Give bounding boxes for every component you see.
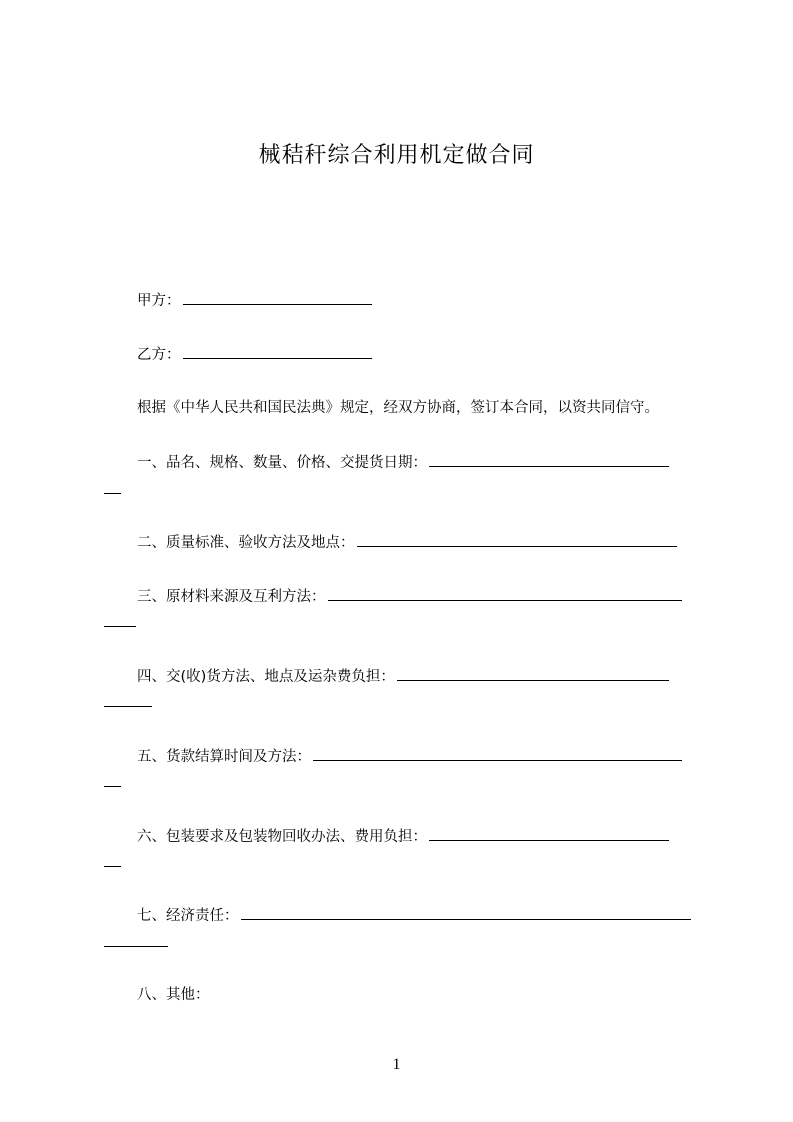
clause-3 — [137, 586, 682, 607]
clause-4-blank-continued[interactable] — [104, 706, 152, 707]
clause-4-label: 四、交(收)货方法、地点及运杂费负担： — [137, 669, 395, 685]
page-number: 1 — [392, 1056, 401, 1073]
clause-1-label: 一、品名、规格、数量、价格、交提货日期： — [137, 455, 427, 471]
clause-4 — [137, 666, 669, 687]
party-a-line — [137, 290, 372, 311]
clause-7-blank-continued[interactable] — [104, 946, 168, 947]
party-a-label: 甲方： — [137, 293, 181, 309]
clause-5-label: 五、货款结算时间及方法： — [137, 749, 311, 765]
clause-2-blank[interactable] — [357, 532, 677, 547]
clause-2-label: 二、质量标准、验收方法及地点： — [137, 535, 355, 551]
clause-3-label: 三、原材料来源及互利方法： — [137, 589, 326, 605]
preamble: 根据《中华人民共和国民法典》规定，经双方协商，签订本合同，以资共同信守。 — [137, 400, 659, 416]
clause-1-blank-continued[interactable] — [104, 493, 121, 494]
clause-6-label: 六、包装要求及包装物回收办法、费用负担： — [137, 829, 427, 845]
party-b-line — [137, 344, 372, 365]
clause-7 — [137, 905, 691, 926]
clause-6-blank-continued[interactable] — [104, 866, 121, 867]
clause-6 — [137, 826, 669, 847]
clause-3-blank-continued[interactable] — [104, 626, 136, 627]
clause-5-blank[interactable] — [313, 746, 682, 761]
clause-8-label: 八、其他： — [137, 987, 210, 1003]
clause-8 — [137, 985, 210, 1005]
clause-6-blank[interactable] — [429, 826, 669, 841]
clause-7-blank[interactable] — [241, 905, 691, 920]
clause-1 — [137, 452, 669, 473]
clause-5 — [137, 746, 682, 767]
clause-5-blank-continued[interactable] — [104, 786, 121, 787]
clause-1-blank[interactable] — [429, 452, 669, 467]
clause-3-blank[interactable] — [328, 586, 682, 601]
party-a-blank[interactable] — [183, 290, 372, 305]
clause-4-blank[interactable] — [397, 666, 669, 681]
party-b-blank[interactable] — [183, 344, 372, 359]
document-title: 械秸秆综合利用机定做合同 — [258, 143, 535, 168]
party-b-label: 乙方： — [137, 347, 181, 363]
clause-2 — [137, 532, 677, 553]
clause-7-label: 七、经济责任： — [137, 908, 239, 924]
